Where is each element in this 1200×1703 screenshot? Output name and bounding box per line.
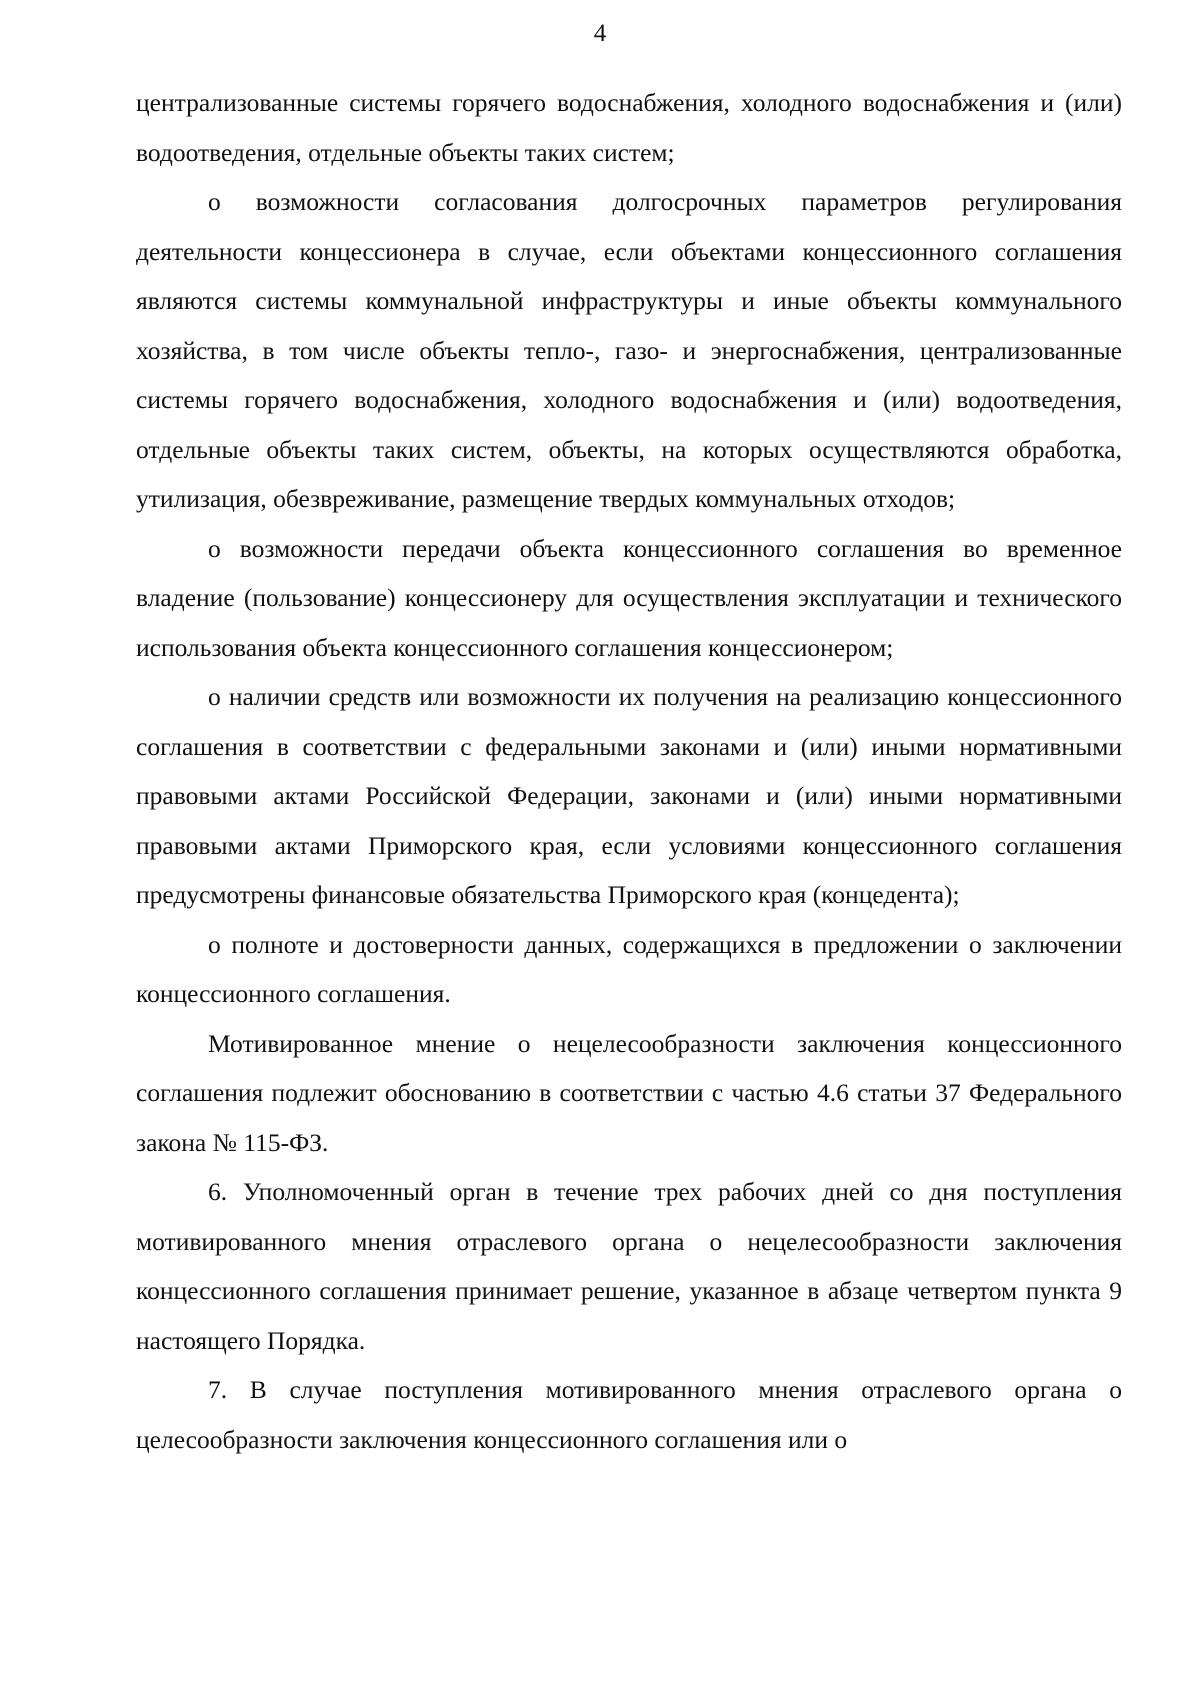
- paragraph-tariff-parameters: о возможности согласования долгосрочных параметров регулирования деятельности концессионера в случае, если объектами концессионного соглашения являются системы коммунальной инфраструктуры и иные объекты коммунального хозяйства, в том числе объекты тепло-, газо- и энергоснабжения, централизованные системы горячего водоснабжения, холодного водоснабжения и (или) водоотведения, отдельные объекты таких систем, объекты, на которых осуществляются обработка, утилизация, обезвреживание, размещение твердых коммунальных отходов;: [136, 187, 1122, 513]
- paragraph-funding: о наличии средств или возможности их получения на реализацию концессионного соглашения в соответствии с федеральными законами и (или) иными нормативными правовыми актами Российской Федерации, законами и (или) иными нормативными правовыми актами Приморского края, если условиями концессионного соглашения предусмотрены финансовые обязательства Приморского края (концедента);: [136, 682, 1122, 909]
- paragraph-item-7: 7. В случае поступления мотивированного мнения отраслевого органа о целесообразности заключения концессионного соглашения или о: [136, 1375, 1122, 1454]
- paragraph-continuation: централизованные системы горячего водоснабжения, холодного водоснабжения и (или) водоотведения, отдельные объекты таких систем;: [136, 88, 1122, 167]
- document-body: [136, 78, 1122, 1464]
- paragraph-data-completeness: о полноте и достоверности данных, содержащихся в предложении о заключении концессионного соглашения.: [136, 929, 1122, 1008]
- page-number: 4: [593, 20, 607, 47]
- paragraph-item-6: 6. Уполномоченный орган в течение трех рабочих дней со дня поступления мотивированного мнения отраслевого органа о нецелесообразности заключения концессионного соглашения принимает решение, указанное в абзаце четвертом пункта 9 настоящего Порядка.: [136, 1177, 1122, 1355]
- paragraph-motivated-opinion: Мотивированное мнение о нецелесообразности заключения концессионного соглашения подлежит обоснованию в соответствии с частью 4.6 статьи 37 Федерального закона № 115-ФЗ.: [136, 1028, 1122, 1157]
- paragraph-transfer-possession: о возможности передачи объекта концессионного соглашения во временное владение (пользование) концессионеру для осуществления эксплуатации и технического использования объекта концессионного соглашения концессионером;: [136, 533, 1122, 662]
